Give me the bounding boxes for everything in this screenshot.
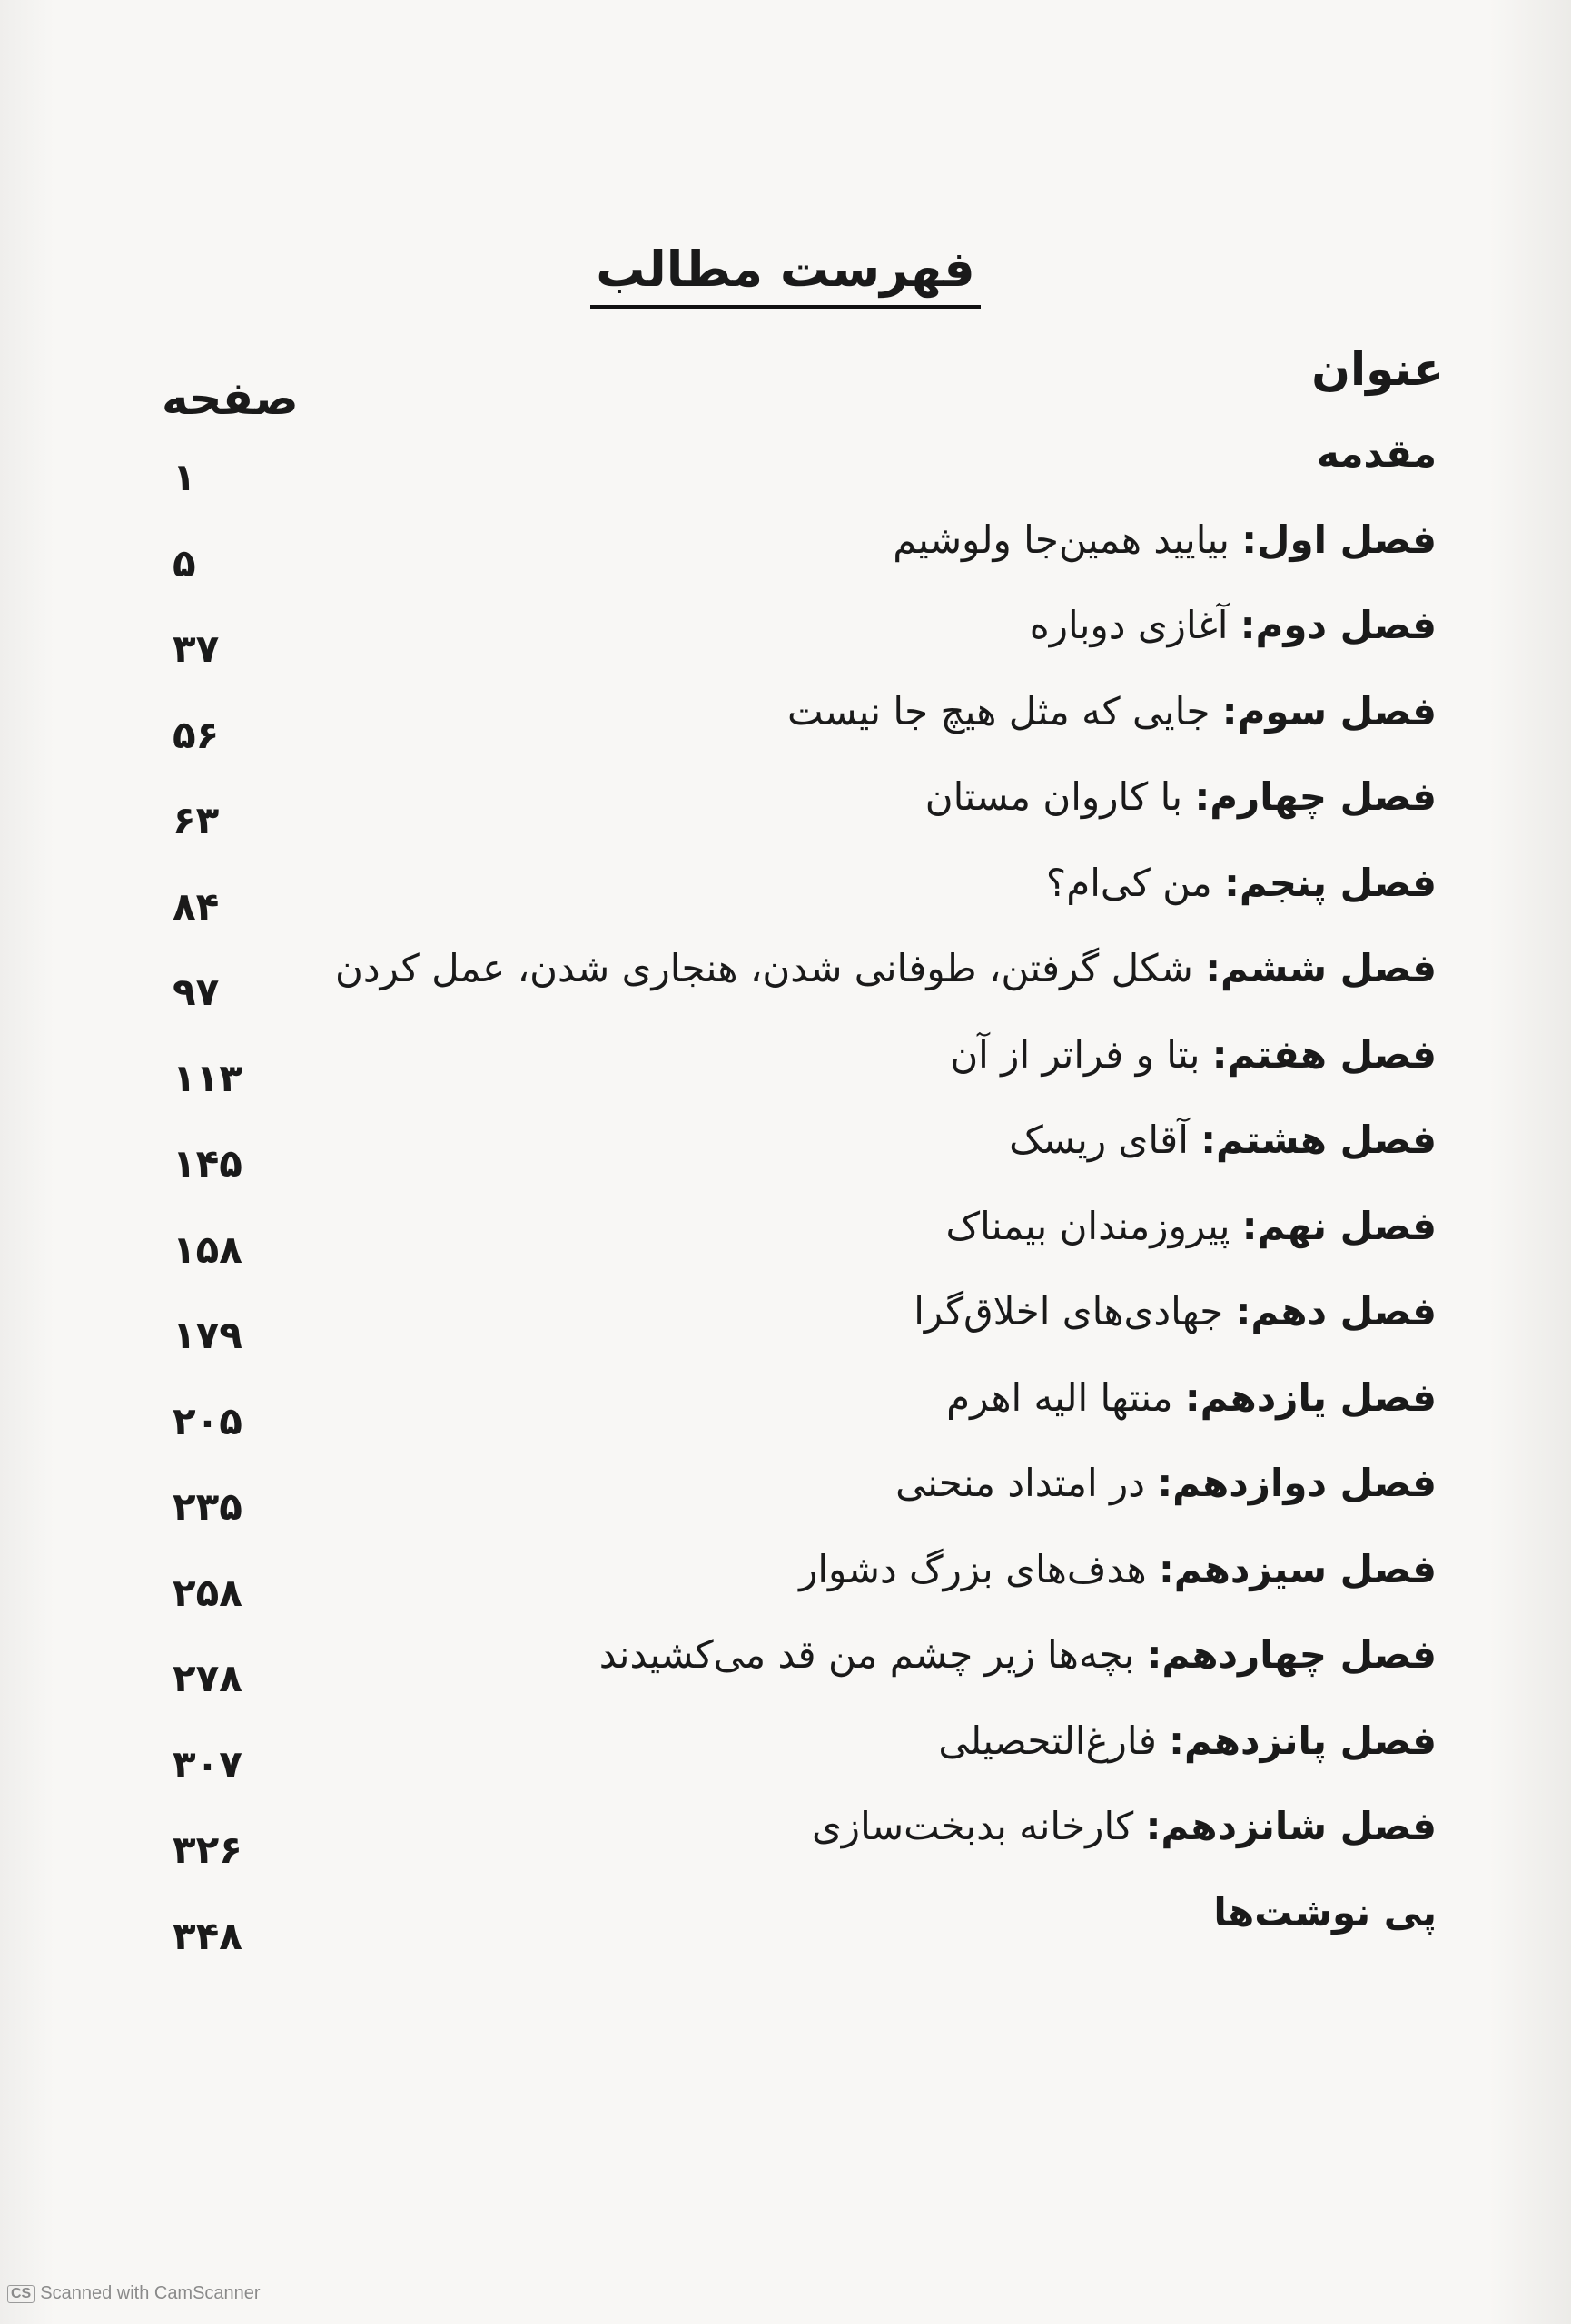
toc-row: [0, 1547, 1571, 1633]
chapter-label: فصل اول:: [1241, 517, 1437, 562]
toc-row: [0, 689, 1571, 775]
toc-row: [0, 1204, 1571, 1290]
toc-entry: [335, 946, 1437, 990]
scanner-watermark: [7, 2283, 261, 2304]
chapter-title: فارغ‌التحصیلی: [938, 1718, 1157, 1763]
chapter-title: آقای ریسک: [1009, 1118, 1189, 1162]
toc-row: [0, 517, 1571, 604]
page-number: ۲۵۸: [173, 1570, 242, 1615]
page-number: ۱: [173, 455, 196, 499]
chapter-title: بیایید همین‌جا ولوشیم: [893, 517, 1230, 562]
page-title-text: فهرست مطالب: [590, 241, 980, 309]
page-number: ۲۳۵: [173, 1484, 242, 1529]
chapter-title: منتها الیه اهرم: [946, 1374, 1173, 1420]
watermark-text: Scanned with CamScanner: [40, 2283, 261, 2303]
chapter-title: با کاروان مستان: [924, 774, 1183, 819]
chapter-label: فصل دوم:: [1240, 603, 1437, 647]
toc-entry: [938, 1718, 1437, 1763]
page-number: ۵۶: [173, 712, 220, 757]
chapter-label: فصل ششم:: [1205, 946, 1437, 990]
camscanner-icon: CS: [7, 2285, 35, 2303]
page-number: ۲۷۸: [173, 1656, 242, 1700]
chapter-label: فصل دوازدهم:: [1157, 1461, 1437, 1505]
chapter-title: من کی‌ام؟: [1045, 860, 1212, 905]
chapter-title: بچه‌ها زیر چشم من قد می‌کشیدند: [598, 1632, 1135, 1677]
chapter-label: فصل هفتم:: [1211, 1031, 1437, 1077]
page-number: ۱۵۸: [173, 1226, 242, 1272]
toc-row: [0, 1718, 1571, 1805]
toc-row: [0, 1289, 1571, 1375]
toc-entry: [799, 1547, 1437, 1591]
chapter-label: مقدمه: [1317, 431, 1437, 476]
toc-entry: [1046, 861, 1437, 905]
toc-entry: [787, 689, 1437, 734]
chapter-title: جایی که مثل هیچ جا نیست: [786, 688, 1210, 734]
toc-entry: [812, 1804, 1437, 1848]
chapter-title: بتا و فراتر از آن: [950, 1031, 1200, 1077]
toc-entry: [1213, 1890, 1437, 1935]
page-number: ۱۷۹: [173, 1313, 242, 1357]
page-title: [0, 241, 1571, 309]
toc-row: [0, 431, 1571, 517]
page-number: ۳۰۷: [173, 1741, 242, 1787]
page-number: ۳۲۶: [173, 1827, 242, 1872]
toc-entry: [1009, 1118, 1437, 1162]
chapter-label: فصل چهارم:: [1194, 774, 1437, 819]
chapter-label: فصل پنجم:: [1224, 860, 1437, 905]
chapter-title: پیروزمندان بیمناک: [945, 1203, 1230, 1248]
chapter-label: فصل یازدهم:: [1184, 1374, 1437, 1420]
chapter-label: فصل سوم:: [1221, 688, 1437, 734]
toc-entry: [914, 1289, 1437, 1334]
toc-row: [0, 1375, 1571, 1462]
toc-entry: [1317, 431, 1437, 476]
chapter-title: شکل گرفتن، طوفانی شدن، هنجاری شدن، عمل کردن: [335, 946, 1193, 990]
page-number: ۸۴: [173, 883, 220, 929]
page-number: ۳۴۸: [173, 1913, 242, 1958]
toc-entry: [893, 517, 1437, 562]
page-number: ۹۷: [173, 970, 220, 1014]
toc-entry: [599, 1632, 1437, 1677]
page-number: ۵: [173, 540, 196, 586]
chapter-title: جهادی‌های اخلاق‌گرا: [914, 1289, 1224, 1334]
toc-row: [0, 1804, 1571, 1890]
toc-row: [0, 1461, 1571, 1547]
toc-entry: [946, 1375, 1437, 1420]
toc-list: [0, 431, 1571, 1956]
chapter-title: در امتداد منحنی: [895, 1461, 1145, 1505]
chapter-label: فصل چهاردهم:: [1146, 1632, 1437, 1677]
chapter-label: فصل شانزدهم:: [1145, 1804, 1437, 1848]
chapter-label: فصل سیزدهم:: [1159, 1546, 1437, 1591]
page-number: ۲۰۵: [173, 1398, 242, 1443]
toc-row: [0, 946, 1571, 1032]
toc-entry: [950, 1032, 1437, 1077]
toc-row: [0, 861, 1571, 947]
page-number: ۱۱۳: [173, 1055, 242, 1100]
toc-entry: [946, 1204, 1437, 1248]
chapter-title: کارخانه بدبخت‌سازی: [811, 1804, 1134, 1848]
toc-entry: [895, 1461, 1437, 1505]
chapter-label: فصل هشتم:: [1200, 1118, 1437, 1162]
chapter-label: فصل پانزدهم:: [1169, 1718, 1437, 1763]
chapter-title: هدف‌های بزرگ دشوار: [799, 1546, 1147, 1591]
page-number: ۳۷: [173, 626, 220, 671]
toc-row: [0, 774, 1571, 861]
page-number: ۱۴۵: [173, 1141, 242, 1186]
chapter-label: پی نوشت‌ها: [1213, 1889, 1437, 1935]
page-number: ۶۳: [173, 798, 220, 842]
chapter-label: فصل دهم:: [1235, 1289, 1437, 1334]
toc-row: [0, 1890, 1571, 1976]
toc-row: [0, 1118, 1571, 1204]
toc-entry: [1030, 603, 1437, 647]
title-column-header: عنوان: [1311, 343, 1444, 396]
chapter-title: آغازی دوباره: [1029, 603, 1229, 647]
toc-row: [0, 1032, 1571, 1118]
toc-row: [0, 603, 1571, 689]
chapter-label: فصل نهم:: [1241, 1203, 1437, 1248]
page-column-header: صفحه: [162, 372, 299, 425]
toc-entry: [925, 774, 1437, 819]
toc-row: [0, 1632, 1571, 1718]
